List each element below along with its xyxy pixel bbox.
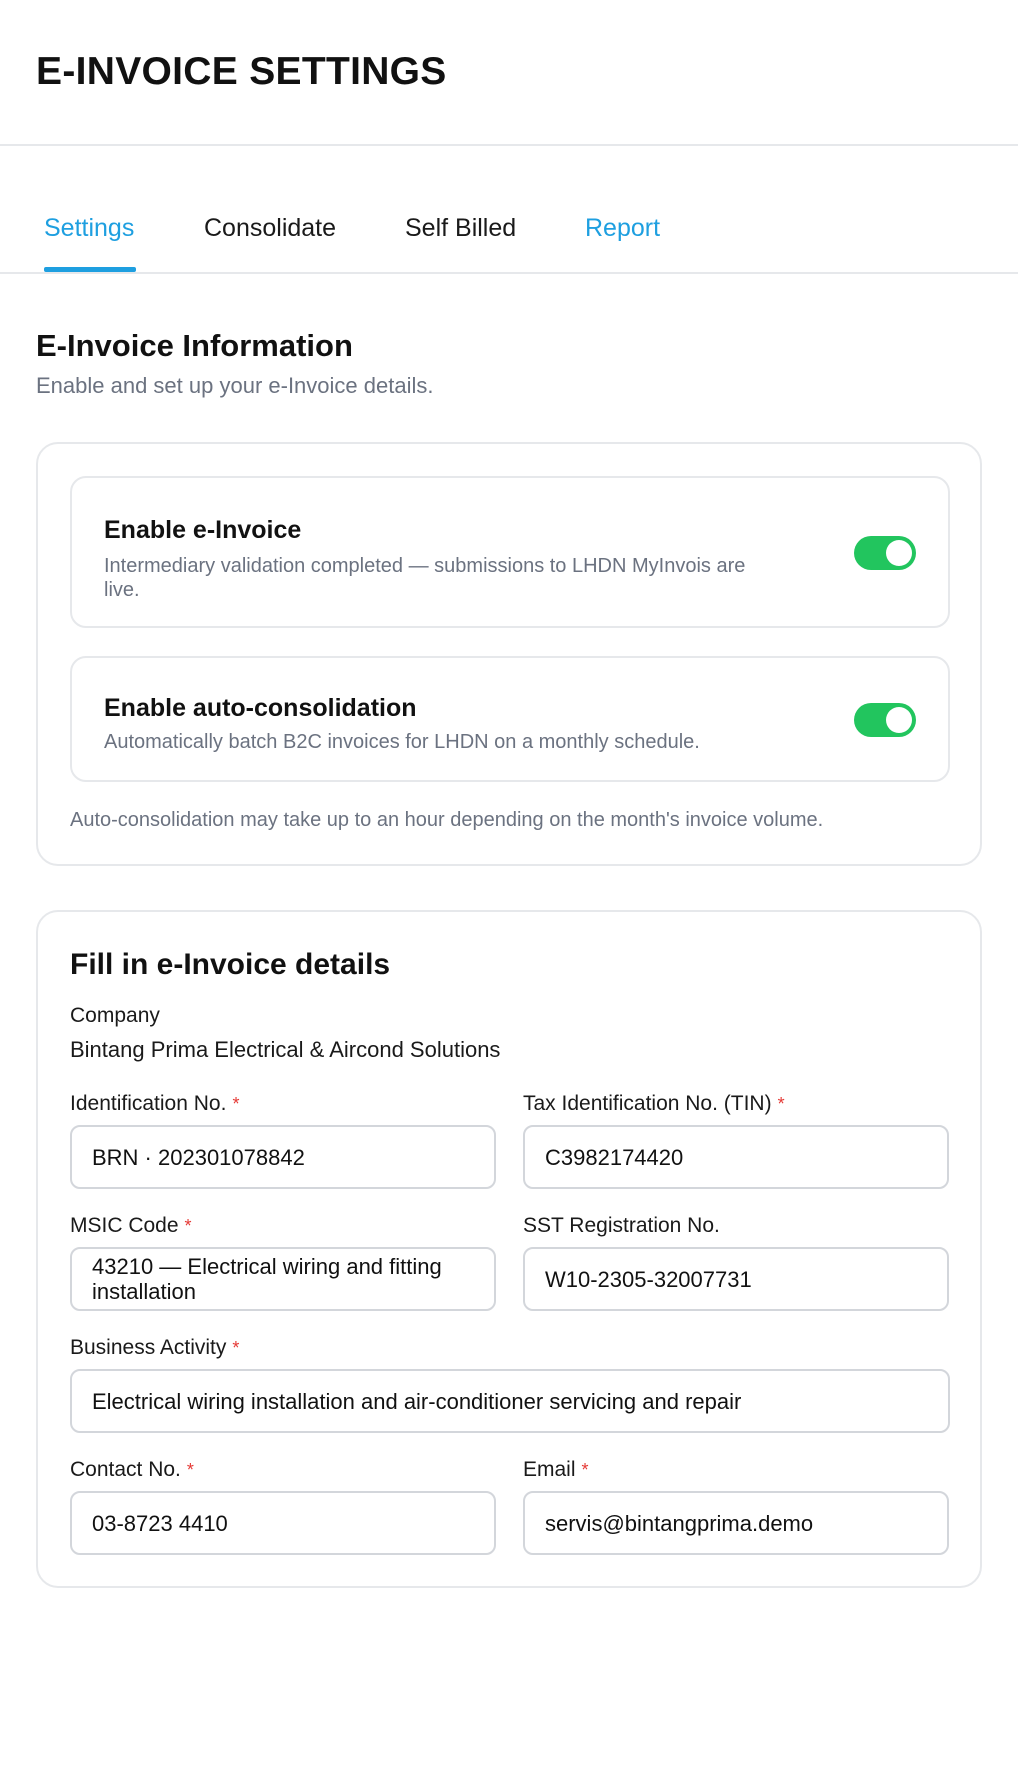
auto-consolidation-description: Automatically batch B2C invoices for LHDN on a monthly schedule.: [104, 731, 700, 753]
required-marker: *: [232, 1094, 240, 1114]
toggle-knob: [886, 707, 912, 733]
enable-einvoice-toggle[interactable]: [854, 536, 916, 570]
auto-consolidation-toggle[interactable]: [854, 703, 916, 737]
email-label-text: Email: [523, 1458, 576, 1481]
identification-no-field[interactable]: BRN · 202301078842: [70, 1125, 496, 1189]
section-subtitle: Enable and set up your e-Invoice details.: [36, 373, 434, 398]
business-activity-field[interactable]: Electrical wiring installation and air-conditioner servicing and repair: [70, 1369, 950, 1433]
sst-registration-field[interactable]: W10-2305-32007731: [523, 1247, 949, 1311]
tab-self-billed[interactable]: Self Billed: [405, 214, 517, 242]
auto-consolidation-note: Auto-consolidation may take up to an hour depending on the month's invoice volume.: [70, 809, 824, 831]
enable-einvoice-title: Enable e-Invoice: [104, 516, 302, 544]
contact-no-field[interactable]: 03-8723 4410: [70, 1491, 496, 1555]
tab-consolidate[interactable]: Consolidate: [204, 214, 337, 242]
contact-no-label-text: Contact No.: [70, 1458, 181, 1481]
business-activity-label: [70, 1336, 239, 1360]
tab-report[interactable]: Report: [585, 214, 661, 242]
msic-code-label-text: MSIC Code: [70, 1214, 179, 1237]
enable-einvoice-description: Intermediary validation completed — submissions to LHDN MyInvois are live.: [104, 555, 746, 601]
required-marker: *: [184, 1216, 192, 1236]
required-marker: *: [232, 1338, 240, 1358]
email-field[interactable]: servis@bintangprima.demo: [523, 1491, 949, 1555]
tin-field[interactable]: C3982174420: [523, 1125, 949, 1189]
auto-consolidation-row: [70, 656, 950, 782]
active-tab-indicator: [44, 267, 136, 272]
einvoice-details-card: [36, 910, 982, 1588]
company-label: Company: [70, 1004, 160, 1027]
msic-code-field[interactable]: 43210 — Electrical wiring and fitting installation: [70, 1247, 496, 1311]
sst-registration-label: SST Registration No.: [523, 1214, 720, 1237]
section-title: E-Invoice Information: [36, 328, 353, 363]
company-value: Bintang Prima Electrical & Aircond Solutions: [70, 1037, 501, 1062]
msic-code-label: [70, 1214, 192, 1238]
required-marker: *: [581, 1460, 589, 1480]
einvoice-info-card: [36, 442, 982, 866]
identification-no-label: [70, 1092, 239, 1116]
email-label: [523, 1458, 589, 1482]
details-title: Fill in e-Invoice details: [70, 948, 391, 981]
business-activity-label-text: Business Activity: [70, 1336, 227, 1359]
tab-settings[interactable]: Settings: [44, 214, 135, 242]
page-header: [0, 0, 1018, 146]
contact-no-label: [70, 1458, 194, 1482]
toggle-knob: [886, 540, 912, 566]
tin-label: [523, 1092, 785, 1116]
required-marker: *: [186, 1460, 194, 1480]
enable-einvoice-row: [70, 476, 950, 628]
tin-label-text: Tax Identification No. (TIN): [523, 1092, 772, 1115]
identification-no-label-text: Identification No.: [70, 1092, 227, 1115]
auto-consolidation-title: Enable auto-consolidation: [104, 694, 417, 722]
required-marker: *: [777, 1094, 785, 1114]
page-title: E-INVOICE SETTINGS: [36, 50, 447, 93]
tab-bar: [0, 146, 1018, 274]
